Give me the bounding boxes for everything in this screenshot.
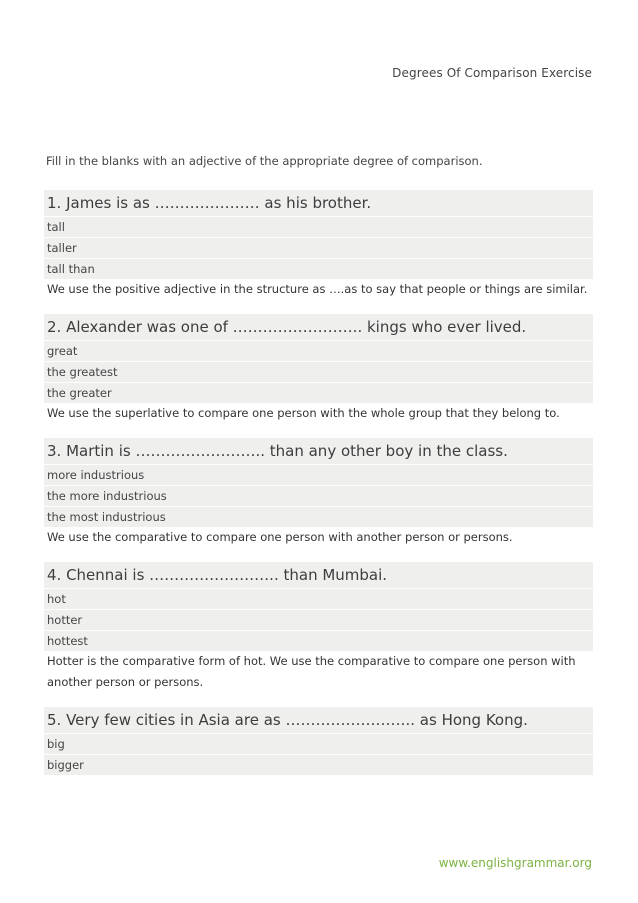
option-2: the more industrious [44, 485, 593, 506]
option-1: great [44, 340, 593, 361]
footer-website: www.englishgrammar.org [438, 856, 592, 870]
option-3: tall than [44, 258, 593, 279]
question-5 [44, 707, 593, 775]
option-3: the most industrious [44, 506, 593, 527]
question-text: 1. James is as ………………… as his brother. [44, 190, 593, 216]
instruction-text: Fill in the blanks with an adjective of the appropriate degree of comparison. [46, 154, 483, 168]
question-explanation: We use the comparative to compare one person with another person or persons. [47, 530, 513, 544]
question-explanation: Hotter is the comparative form of hot. We use the comparative to compare one person with another person or persons. [47, 654, 576, 689]
question-list [44, 190, 593, 789]
question-2 [44, 314, 593, 424]
option-2: bigger [44, 754, 593, 775]
question-1 [44, 190, 593, 300]
option-1: tall [44, 216, 593, 237]
option-3: the greater [44, 382, 593, 403]
option-2: hotter [44, 609, 593, 630]
option-2: taller [44, 237, 593, 258]
question-text: 3. Martin is …………………….. than any other boy in the class. [44, 438, 593, 464]
option-1: big [44, 733, 593, 754]
option-2: the greatest [44, 361, 593, 382]
question-text: 4. Chennai is …………………….. than Mumbai. [44, 562, 593, 588]
question-text: 2. Alexander was one of …………………….. kings who ever lived. [44, 314, 593, 340]
option-3: hottest [44, 630, 593, 651]
question-4 [44, 562, 593, 693]
question-text: 5. Very few cities in Asia are as …………………….. as Hong Kong. [44, 707, 593, 733]
question-explanation: We use the positive adjective in the structure as ….as to say that people or things are similar. [47, 282, 588, 296]
question-explanation: We use the superlative to compare one person with the whole group that they belong to. [47, 406, 560, 420]
option-1: hot [44, 588, 593, 609]
page-header-title: Degrees Of Comparison Exercise [392, 66, 592, 80]
question-3 [44, 438, 593, 548]
option-1: more industrious [44, 464, 593, 485]
